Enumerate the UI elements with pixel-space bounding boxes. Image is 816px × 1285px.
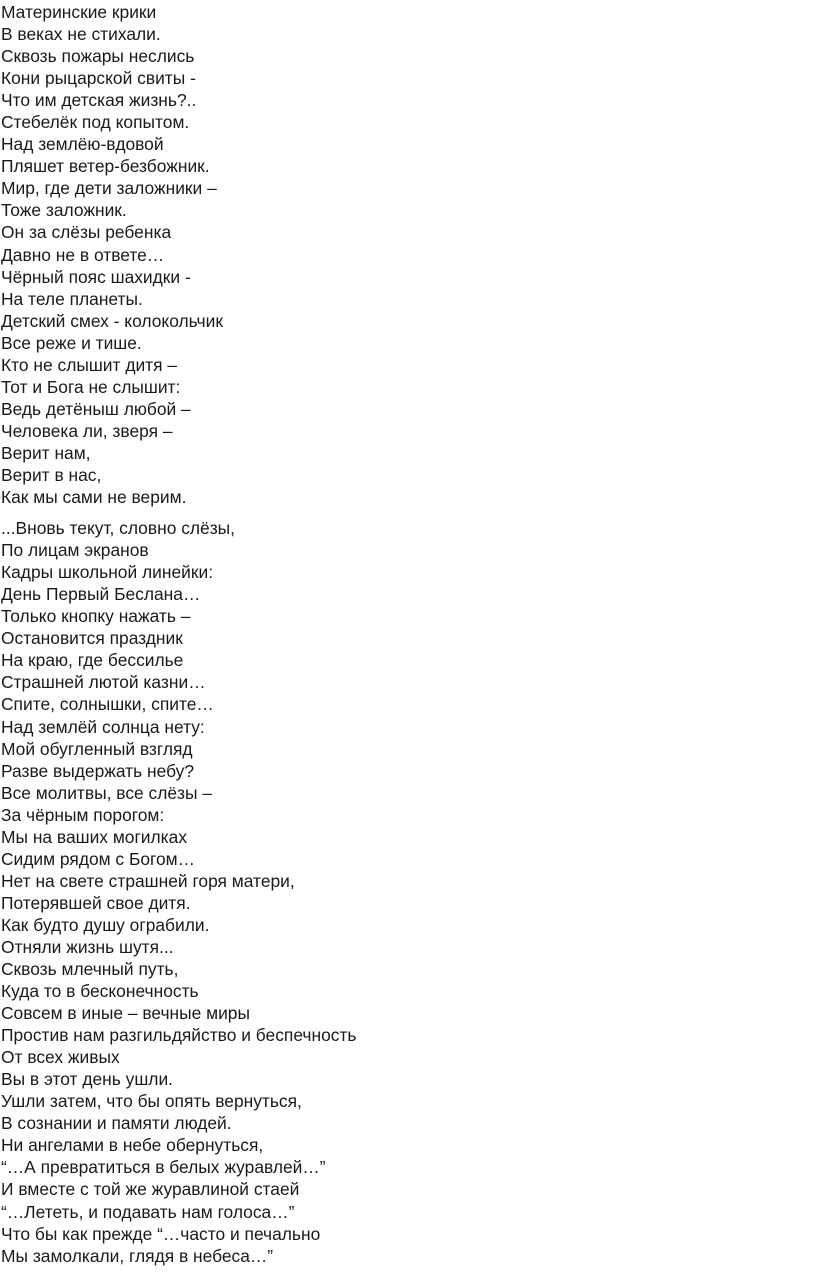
stanza-1 — [1, 1, 811, 508]
poem-line: На краю, где бессилье — [1, 650, 184, 671]
poem-line: Сидим рядом с Богом… — [1, 848, 196, 869]
poem-line: Ни ангелами в небе обернуться, — [1, 1135, 264, 1156]
poem-line: Кони рыцарской свиты - — [1, 68, 196, 89]
poem-line: Мир, где дети заложники – — [1, 178, 217, 199]
poem-line: Верит в нас, — [1, 464, 102, 485]
poem-line: В сознании и памяти людей. — [1, 1113, 232, 1134]
poem-line: Разве выдержать небу? — [1, 760, 195, 781]
poem-line: Все реже и тише. — [1, 332, 142, 353]
poem-line: Совсем в иные – вечные миры — [1, 1003, 250, 1024]
poem-line: Спите, солнышки, спите… — [1, 694, 214, 715]
poem-line: ...Вновь текут, словно слёзы, — [1, 518, 236, 539]
poem-line: Мы на ваших могилках — [1, 826, 188, 847]
poem-line: Давно не в ответе… — [1, 244, 165, 265]
poem-line: Нет на свете страшней горя матери, — [1, 870, 295, 891]
poem-line: Сквозь млечный путь, — [1, 959, 179, 980]
poem-line: За чёрным порогом: — [1, 804, 165, 825]
poem-line: Отняли жизнь шутя... — [1, 936, 174, 957]
poem-line: Куда то в бесконечность — [1, 981, 199, 1002]
poem-line: Потерявшей свое дитя. — [1, 892, 191, 913]
poem-line: В веках не стихали. — [1, 24, 161, 45]
poem-line: Мы замолкали, глядя в небеса…” — [1, 1245, 274, 1266]
poem-line: Тот и Бога не слышит: — [1, 376, 181, 397]
poem-line: Материнские крики — [1, 2, 157, 22]
poem-line: Что им детская жизнь?.. — [1, 90, 197, 111]
poem-line: Ушли затем, что бы опять вернуться, — [1, 1091, 302, 1112]
poem-line: По лицам экранов — [1, 540, 149, 561]
poem-line: Как мы сами не верим. — [1, 487, 187, 508]
poem-line: Что бы как прежде “…часто и печально — [1, 1223, 321, 1244]
poem-line: От всех живых — [1, 1047, 120, 1068]
poem-line: Как будто душу ограбили. — [1, 914, 210, 935]
poem-line: “…Лететь, и подавать нам голоса…” — [1, 1201, 295, 1222]
poem-line: Он за слёзы ребенка — [1, 222, 172, 243]
poem-text — [1, 1, 811, 1267]
poem-line: На теле планеты. — [1, 288, 143, 309]
poem-line: Тоже заложник. — [1, 200, 127, 221]
poem-line: Над землёй солнца нету: — [1, 716, 205, 737]
poem-line: Мой обугленный взгляд — [1, 738, 193, 759]
poem-line: Детский смех - колокольчик — [1, 310, 223, 331]
poem-line: Страшней лютой казни… — [1, 672, 206, 693]
poem-line: И вместе с той же журавлиной стаей — [1, 1179, 300, 1200]
poem-line: Только кнопку нажать – — [1, 606, 191, 627]
poem-line: Сквозь пожары неслись — [1, 46, 195, 67]
poem-line: “…А превратиться в белых журавлей…” — [1, 1157, 326, 1178]
poem-line: Кадры школьной линейки: — [1, 562, 214, 583]
poem-line: Человека ли, зверя – — [1, 420, 173, 441]
poem-line: Над землёю-вдовой — [1, 134, 164, 155]
poem-line: Вы в этот день ушли. — [1, 1069, 174, 1090]
poem-line: Все молитвы, все слёзы – — [1, 782, 213, 803]
poem-line: Ведь детёныш любой – — [1, 398, 191, 419]
poem-line: Кто не слышит дитя – — [1, 354, 178, 375]
poem-line: Пляшет ветер-безбожник. — [1, 156, 210, 177]
poem-line: Остановится праздник — [1, 628, 183, 649]
poem-line: Чёрный пояс шахидки - — [1, 266, 191, 287]
poem-line: Верит нам, — [1, 442, 91, 463]
poem-line: День Первый Беслана… — [1, 584, 201, 605]
poem-line: Простив нам разгильдяйство и беспечность — [1, 1025, 357, 1046]
stanza-2 — [1, 517, 811, 1267]
poem-line: Стебелёк под копытом. — [1, 112, 190, 133]
